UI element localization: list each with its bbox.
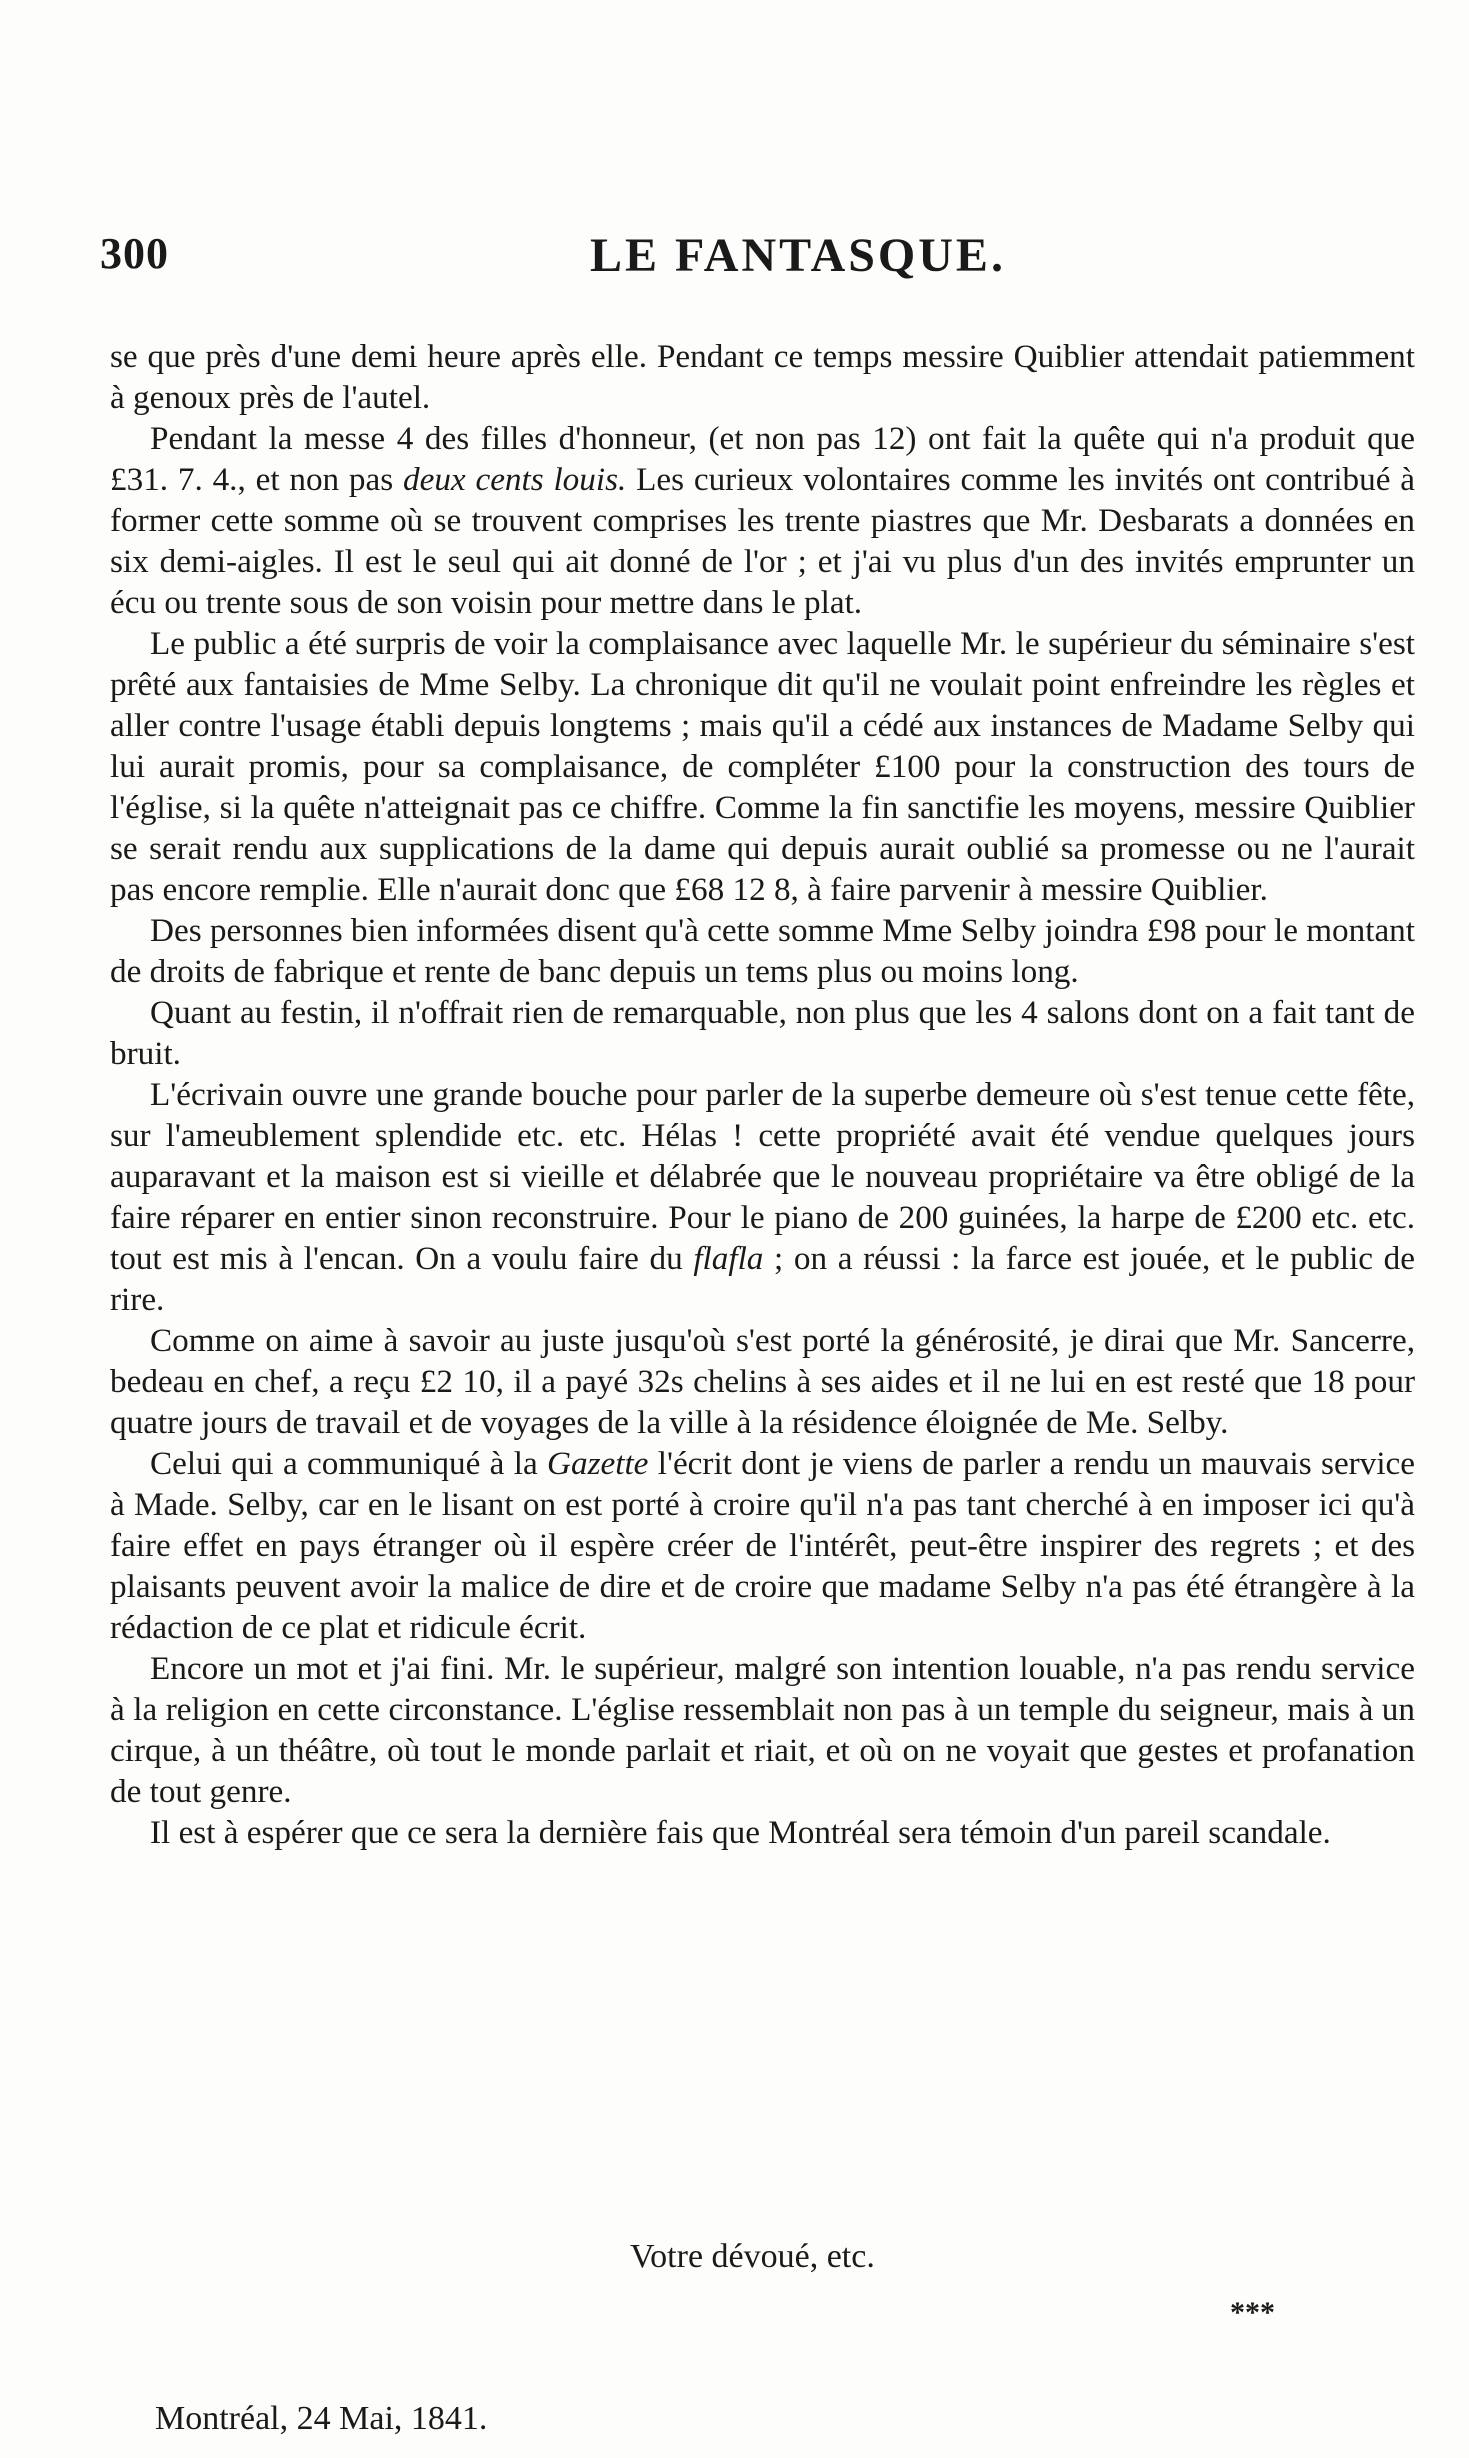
paragraph-collection-text-a: Pendant la messe 4 des filles d'honneur, (et non pas 12) ont fait la quête qui n'a produit que £31. 7. 4., et non pas	[110, 420, 1415, 498]
paragraph-writer-text-c: ; on a réussi : la farce est jouée, et le public de rire.	[110, 1240, 1415, 1318]
paragraph-continuation: se que près d'une demi heure après elle. Pendant ce temps messire Quiblier attendait patiemment à genoux près de l'autel.	[110, 338, 1415, 416]
author-stars: ***	[1230, 2296, 1275, 2329]
paragraph-collection	[110, 418, 1415, 623]
paragraph-collection-text-c: Les curieux volontaires comme les invités ont contribué à former cette somme où se trouvent comprises les trente piastres que Mr. Desbarats a données en six demi-aigles. Il est le seul qui ait donné de l'or ; et j'ai vu plus d'un des invités emprunter un écu ou trente sous de son voisin pour mettre dans le plat.	[110, 461, 1416, 621]
paragraph-informed-persons: Des personnes bien informées disent qu'à cette somme Mme Selby joindra £98 pour le montant de droits de fabrique et rente de banc depuis un tems plus ou moins long.	[110, 912, 1415, 990]
paragraph-hope: Il est à espérer que ce sera la dernière fais que Montréal sera témoin d'un pareil scandale.	[150, 1814, 1331, 1851]
paragraph-writer-text-a: L'écrivain ouvre une grande bouche pour parler de la superbe demeure où s'est tenue cette fête, sur l'ameublement splendide etc. etc. Hélas ! cette propriété avait été vendue quelques jours auparavant et la maison est si vieille et délabrée que le nouveau propriétaire va être obligé de la faire réparer en entier sinon reconstruire. Pour le piano de 200 guinées, la harpe de £200 etc. etc. tout est mis à l'encan. On a voulu faire du	[110, 1076, 1415, 1277]
paragraph-gazette-italic: Gazette	[547, 1445, 649, 1482]
paragraph-final-word: Encore un mot et j'ai fini. Mr. le supérieur, malgré son intention louable, n'a pas rendu service à la religion en cette circonstance. L'église ressemblait non pas à un temple du seigneur, mais à un cirque, à un théâtre, où tout le monde parlait et riait, et où on ne voyait que gestes et profanation de tout genre.	[110, 1650, 1415, 1810]
paragraph-superior: Le public a été surpris de voir la complaisance avec laquelle Mr. le supérieur du séminaire s'est prêté aux fantaisies de Mme Selby. La chronique dit qu'il ne voulait point enfreindre les règles et aller contre l'usage établi depuis longtems ; mais qu'il a cédé aux instances de Madame Selby qui lui aurait promis, pour sa complaisance, de compléter £100 pour la construction des tours de l'église, si la quête n'atteignait pas ce chiffre. Comme la fin sanctifie les moyens, messire Quiblier se serait rendu aux supplications de la dame qui depuis aurait oublié sa promesse ou ne l'aurait pas encore remplie. Elle n'aurait donc que £68 12 8, à faire parvenir à messire Quiblier.	[110, 625, 1415, 908]
article-body	[110, 336, 1415, 1853]
paragraph-generosity: Comme on aime à savoir au juste jusqu'où s'est porté la générosité, je dirai que Mr. Sancerre, bedeau en chef, a reçu £2 10, il a payé 32s chelins à ses aides et il ne lui en est resté que 18 pour quatre jours de travail et de voyages de la ville à la résidence éloignée de Me. Selby.	[110, 1322, 1415, 1441]
paragraph-gazette-text-c: l'écrit dont je viens de parler a rendu un mauvais service à Made. Selby, car en le lisant on est porté à croire qu'il n'a pas tant cherché à en imposer ici qu'à faire effet en pays étranger où il espère créer de l'intérêt, peut-être inspirer des regrets ; et des plaisants peuvent avoir la malice de dire et de croire que madame Selby n'a pas été étrangère à la rédaction de ce plat et ridicule écrit.	[110, 1445, 1415, 1646]
signature: Votre dévoué, etc.	[630, 2238, 875, 2275]
paragraph-writer-italic: flafla	[693, 1240, 764, 1277]
dateline: Montréal, 24 Mai, 1841.	[155, 2400, 488, 2437]
page-header	[100, 228, 1420, 298]
paragraph-feast: Quant au festin, il n'offrait rien de remarquable, non plus que les 4 salons dont on a fait tant de bruit.	[110, 994, 1415, 1072]
paragraph-collection-italic: deux cents louis.	[403, 461, 627, 498]
paragraph-writer	[110, 1074, 1415, 1320]
paragraph-gazette	[110, 1443, 1415, 1648]
page-number: 300	[100, 229, 169, 278]
paragraph-gazette-text-a: Celui qui a communiqué à la	[150, 1445, 548, 1482]
journal-title: LE FANTASQUE.	[590, 229, 1006, 282]
